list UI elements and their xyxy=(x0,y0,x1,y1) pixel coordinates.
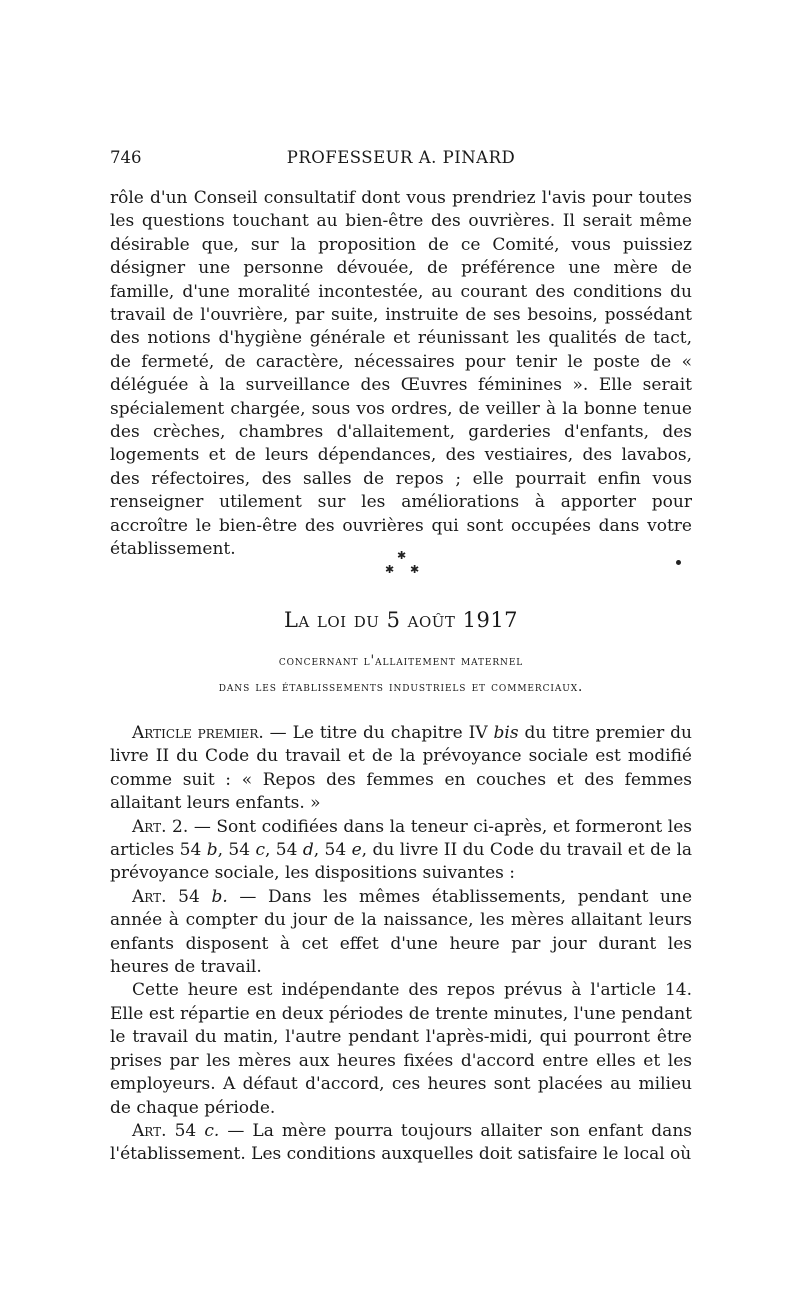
section-title-prefix: La loi du xyxy=(283,608,380,632)
article-text: — Sont codifiées dans la teneur ci-après, et formeront les articles 54 xyxy=(110,816,692,861)
running-title: PROFESSEUR A. PINARD xyxy=(286,148,516,167)
asterisk-icon: ✱ xyxy=(397,549,407,562)
article-text: — Le titre du chapitre IV xyxy=(263,723,494,743)
article-text: — La mère pourra toujours allaiter son enfant dans l'établissement. Les conditions auxquelles doit satisfaire le local où xyxy=(110,1120,692,1165)
article-text: , 54 xyxy=(217,840,256,861)
article-text: , 54 xyxy=(313,840,352,861)
article-text: du titre premier du livre II du Code du travail et de la prévoyance sociale est modifié comme suit : « Repos des femmes en couches et des femmes allaitant leurs enfants. » xyxy=(110,723,692,814)
law-articles xyxy=(110,722,692,1167)
section-title xyxy=(110,608,692,632)
intro-paragraph: rôle d'un Conseil consultatif dont vous prendriez l'avis pour toutes les questions touchant au bien-être des ouvrières. Il serait même désirable que, sur la proposition de ce Comité, vous puissiez désigner une personne dévouée, de préférence une mère de famille, d'une moralité incontestée, au courant des conditions du travail de l'ouvrière, par suite, instruite de ses besoins, possédant des notions d'hygiène générale et réunissant les qualités de tact, de fermeté, de caractère, nécessaires pour tenir le poste de « déléguée à la surveillance des Œuvres féminines ». Elle serait spécialement chargée, sous vos ordres, de veiller à la bonne tenue des crèches, chambres d'allaitement, garderies d'enfants, des logements et de leurs dépendances, des vestiaires, des lavabos, des réfectoires, des salles de repos ; elle pourrait enfin vous renseigner utilement sur les améliorations à apporter pour accroître le bien-être des ouvrières qui sont occupées dans votre établissement. xyxy=(110,188,692,560)
article-italic: e xyxy=(351,840,362,861)
article-italic: b. xyxy=(211,886,228,907)
running-header xyxy=(110,148,692,174)
article-label: Art. 54 xyxy=(132,886,212,907)
section-separator xyxy=(370,549,430,579)
article-2 xyxy=(110,816,692,886)
article-italic: c xyxy=(255,840,265,861)
section-title-date: 5 août 1917 xyxy=(386,608,519,632)
article-54c xyxy=(110,1120,692,1167)
article-54b xyxy=(110,886,692,980)
article-label: Article premier. xyxy=(132,723,264,743)
article-italic: bis xyxy=(493,723,519,743)
section-subtitle-1: concernant l'allaitement maternel xyxy=(278,653,524,669)
section-subtitle-2: dans les établissements industriels et commerciaux. xyxy=(218,679,584,695)
intro-text xyxy=(110,187,692,562)
article-premier xyxy=(110,722,692,816)
page-number: 746 xyxy=(110,148,142,167)
article-text: , du livre II du Code du travail et de la prévoyance sociale, les dispositions suivantes : xyxy=(110,840,693,884)
article-text: — Dans les mêmes établissements, pendant une année à compter du jour de la naissance, les mères allaitant leurs enfants disposent à cet effet d'une heure par jour durant les heures de travail. xyxy=(110,886,692,978)
ink-dot xyxy=(676,560,681,565)
article-italic: d xyxy=(302,840,314,861)
asterisk-icon: ✱ xyxy=(410,563,420,576)
article-label: Art. 54 xyxy=(132,1120,205,1141)
article-italic: b xyxy=(206,840,218,861)
article-italic: c. xyxy=(204,1120,220,1141)
article-text: , 54 xyxy=(265,840,303,861)
asterisk-icon: ✱ xyxy=(385,563,395,576)
article-54b-continued: Cette heure est indépendante des repos prévus à l'article 14. Elle est répartie en deux périodes de trente minutes, l'une pendant le travail du matin, l'autre pendant l'après-midi, qui pourront être prises par les mères aux heures fixées d'accord entre elles et les employeurs. A défaut d'accord, ces heures sont placées au milieu de chaque période. xyxy=(110,980,692,1118)
article-label: Art. 2. xyxy=(132,816,189,837)
